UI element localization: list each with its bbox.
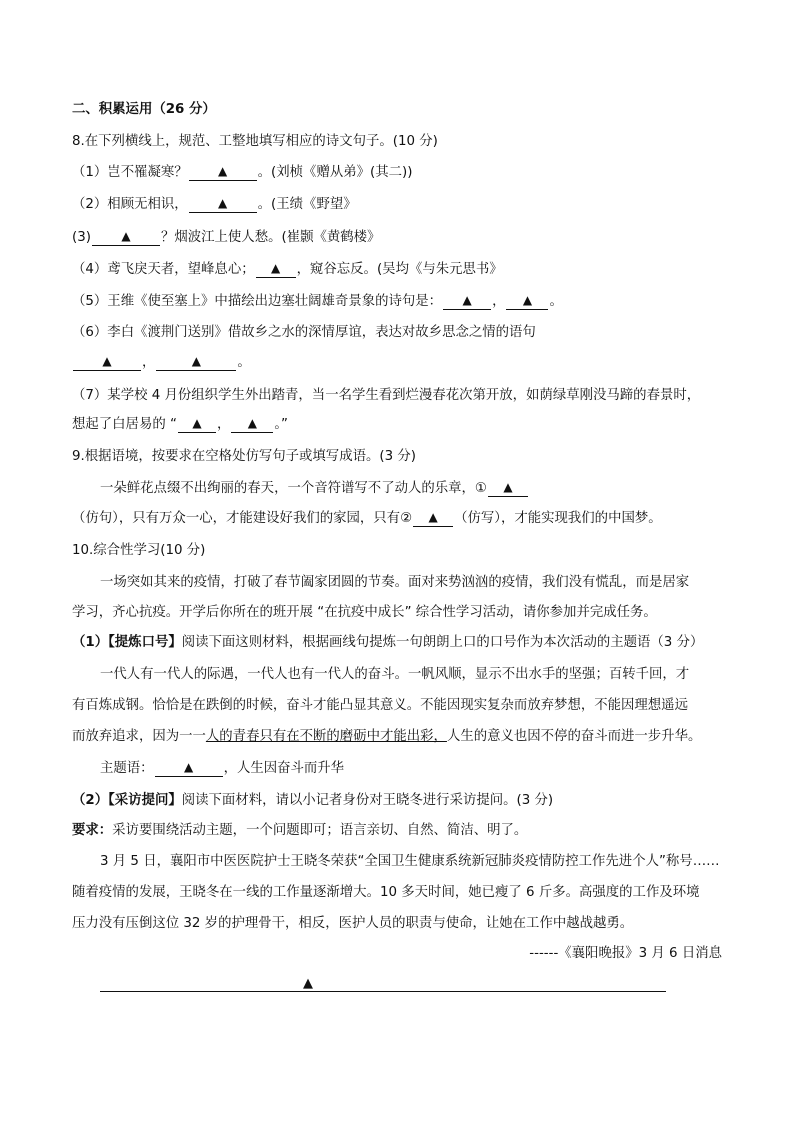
part2-label: （2）【采访提问】	[72, 793, 182, 808]
q8-item-2: （2）相顾无相识， ▲ 。(王绩《野望》	[72, 196, 357, 212]
q10-stem: 10.综合性学习(10 分)	[72, 543, 206, 558]
q10-news-3: 压力没有压倒这位 32 岁的护理骨干，相反，医护人员的职责与使命，让她在工作中越战越勇。	[72, 916, 634, 931]
q8-item-4: （4）鸢飞戾天者，望峰息心； ▲ ，窥谷忘反。(吴均《与朱元思书》	[72, 261, 503, 277]
q10-news-1: 3 月 5 日，襄阳市中医医院护士王晓冬荣获“全国卫生健康系统新冠肺炎疫情防控工作先进个人”称号……	[100, 854, 720, 869]
triangle-icon: ▲	[428, 510, 438, 524]
q10-part1-header: （1）【提炼口号】阅读下面这则材料，根据画线句提炼一句朗朗上口的口号作为本次活动的主题语（3 分）	[72, 635, 704, 650]
q10-theme: 主题语： ▲ ，人生因奋斗而升华	[100, 760, 345, 776]
answer-blank[interactable]	[231, 417, 273, 433]
q8-item-7: （7）某学校 4 月份组织学生外出踏青，当一名学生看到烂漫春花次第开放，如荫绿草刚没马蹄的春景时，	[72, 388, 701, 403]
answer-blank[interactable]	[488, 481, 528, 497]
answer-blank[interactable]	[92, 230, 160, 246]
triangle-icon: ▲	[183, 760, 194, 774]
q10-requirement: 要求：采访要围绕活动主题，一个问题即可；语言亲切、自然、简洁、明了。	[72, 823, 528, 838]
q8-item-7-answer: 想起了白居易的 “ ▲ ， ▲ 。”	[72, 416, 288, 432]
q9-line-1: 一朵鲜花点缀不出绚丽的春天，一个音符谱写不了动人的乐章，① ▲	[100, 480, 529, 498]
answer-blank[interactable]	[256, 262, 296, 278]
answer-blank[interactable]	[189, 165, 257, 181]
answer-blank[interactable]	[73, 355, 141, 371]
triangle-icon: ▲	[102, 354, 112, 368]
answer-blank[interactable]	[178, 417, 216, 433]
triangle-icon: ▲	[218, 196, 228, 210]
q10-passage-2: 有百炼成钢。恰恰是在跌倒的时候，奋斗才能凸显其意义。不能因现实复杂而放弃梦想，不能因理想遥远	[72, 698, 688, 713]
triangle-icon: ▲	[192, 416, 202, 430]
q9-stem: 9.根据语境，按要求在空格处仿写句子或填写成语。(3 分)	[72, 449, 416, 464]
q8-stem: 8.在下列横线上，规范、工整地填写相应的诗文句子。(10 分)	[72, 134, 438, 149]
q10-news-2: 随着疫情的发展，王晓冬在一线的工作量逐渐增大。10 多天时间，她已瘦了 6 斤多。高强度的工作及环境	[72, 885, 700, 900]
answer-line[interactable]	[100, 991, 666, 992]
q8-item-6: （6）李白《渡荆门送别》借故乡之水的深情厚谊，表达对故乡思念之情的语句	[72, 325, 536, 340]
q9-line-2: （仿句），只有万众一心，才能建设好我们的家园，只有② ▲ （仿写），才能实现我们的中国梦。	[72, 510, 662, 526]
triangle-icon: ▲	[191, 354, 201, 368]
answer-blank[interactable]	[155, 761, 223, 777]
q10-intro-1: 一场突如其来的疫情，打破了春节阖家团圆的节奏。面对来势汹汹的疫情，我们没有慌乱，而是居家	[100, 575, 690, 590]
triangle-icon: ▲	[522, 293, 533, 307]
triangle-icon: ▲	[503, 480, 513, 494]
triangle-icon: ▲	[247, 416, 257, 430]
triangle-icon: ▲	[218, 164, 228, 178]
answer-blank[interactable]	[506, 294, 548, 310]
q10-part2-header: （2）【采访提问】阅读下面材料，请以小记者身份对王晓冬进行采访提问。(3 分)	[72, 793, 554, 808]
q10-passage-3: 而放弃追求，因为一一人的青春只有在不断的磨砺中才能出彩，人生的意义也因不停的奋斗而进一步升华。	[72, 729, 702, 744]
q10-passage-1: 一代人有一代人的际遇，一代人也有一代人的奋斗。一帆风顺，显示不出水手的坚强；百转千回，才	[100, 667, 690, 682]
triangle-icon: ▲	[121, 229, 131, 243]
q8-item-6-answer: ▲ ， ▲ 。	[72, 354, 251, 372]
q8-item-5: （5）王维《使至塞上》中描绘出边塞壮阔雄奇景象的诗句是： ▲ ， ▲ 。	[72, 293, 563, 309]
q8-item-3: (3) ▲ ？烟波江上使人愁。(崔颢《黄鹤楼》	[72, 229, 381, 245]
q10-intro-2: 学习，齐心抗疫。开学后你所在的班开展 “在抗疫中成长” 综合性学习活动，请你参加并完成任务。	[72, 605, 657, 620]
section-title: 二、积累运用（26 分）	[72, 102, 216, 117]
q10-source: ------《襄阳晚报》3 月 6 日消息	[529, 946, 722, 961]
triangle-icon: ▲	[270, 261, 281, 275]
answer-blank[interactable]	[156, 355, 236, 371]
triangle-icon: ▲	[462, 293, 472, 307]
triangle-icon: ▲	[303, 976, 313, 991]
answer-blank[interactable]	[189, 197, 257, 213]
underlined-sentence: 人的青春只有在不断的磨砺中才能出彩，	[205, 729, 447, 744]
q8-item-1: （1）岂不罹凝寒？ ▲ 。(刘桢《赠从弟》(其二))	[72, 164, 413, 180]
part1-label: （1）【提炼口号】	[72, 635, 182, 650]
answer-blank[interactable]	[413, 511, 453, 527]
answer-blank[interactable]	[443, 294, 491, 310]
